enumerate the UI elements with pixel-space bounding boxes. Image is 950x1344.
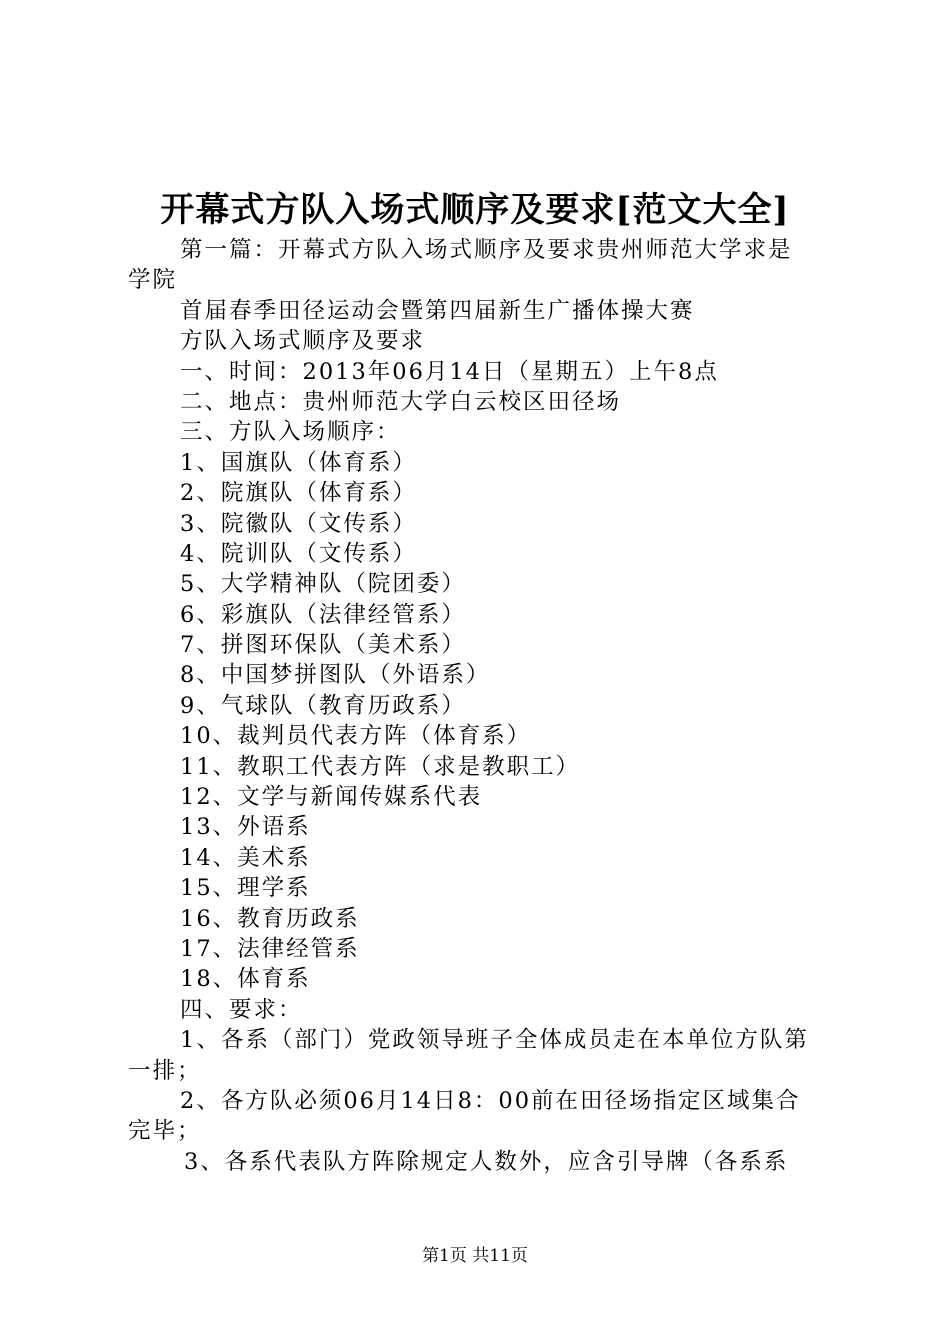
paragraph-line: 一排；	[128, 1057, 202, 1084]
paragraph-line: 二、地点：贵州师范大学白云校区田径场	[180, 388, 622, 415]
paragraph-line: 三、方队入场顺序：	[180, 419, 401, 446]
list-item: 7、拼图环保队（美术系）	[180, 632, 466, 659]
page-footer: 第1页 共11页	[422, 1246, 528, 1266]
list-item: 6、彩旗队（法律经管系）	[180, 601, 466, 628]
paragraph-line: 学院	[128, 267, 178, 294]
document-body	[128, 235, 838, 1177]
list-item: 13、外语系	[180, 814, 311, 841]
list-item: 14、美术系	[180, 844, 311, 871]
document-title: 开幕式方队入场式顺序及要求[范文大全]	[160, 190, 790, 230]
paragraph-line: 方队入场式顺序及要求	[180, 328, 426, 355]
list-item: 9、气球队（教育历政系）	[180, 692, 466, 719]
list-item: 16、教育历政系	[180, 905, 360, 932]
list-item: 8、中国梦拼图队（外语系）	[180, 662, 491, 689]
paragraph-line: 一、时间：2013年06月14日（星期五）上午8点	[180, 358, 719, 385]
list-item: 1、国旗队（体育系）	[180, 449, 417, 476]
paragraph-line: 四、要求：	[180, 996, 303, 1023]
list-item: 11、教职工代表方阵（求是教职工）	[180, 753, 581, 780]
list-item: 5、大学精神队（院团委）	[180, 571, 466, 598]
list-item: 18、体育系	[180, 966, 311, 993]
paragraph-line: 2、各方队必须06月14日8：00前在田径场指定区域集合	[180, 1087, 801, 1114]
paragraph-line: 首届春季田径运动会暨第四届新生广播体操大赛	[180, 297, 695, 324]
paragraph-line: 完毕；	[128, 1118, 202, 1145]
list-item: 10、裁判员代表方阵（体育系）	[180, 723, 532, 750]
list-item: 3、院徽队（文传系）	[180, 510, 417, 537]
list-item: 12、文学与新闻传媒系代表	[180, 784, 483, 811]
list-item: 2、院旗队（体育系）	[180, 480, 417, 507]
list-item: 4、院训队（文传系）	[180, 540, 417, 567]
paragraph-line: 3、各系代表队方阵除规定人数外，应含引导牌（各系系	[184, 1148, 789, 1175]
paragraph-line: 第一篇：开幕式方队入场式顺序及要求贵州师范大学求是	[180, 237, 793, 263]
paragraph-line: 1、各系（部门）党政领导班子全体成员走在本单位方队第	[180, 1027, 809, 1054]
list-item: 17、法律经管系	[180, 935, 360, 962]
list-item: 15、理学系	[180, 875, 311, 902]
